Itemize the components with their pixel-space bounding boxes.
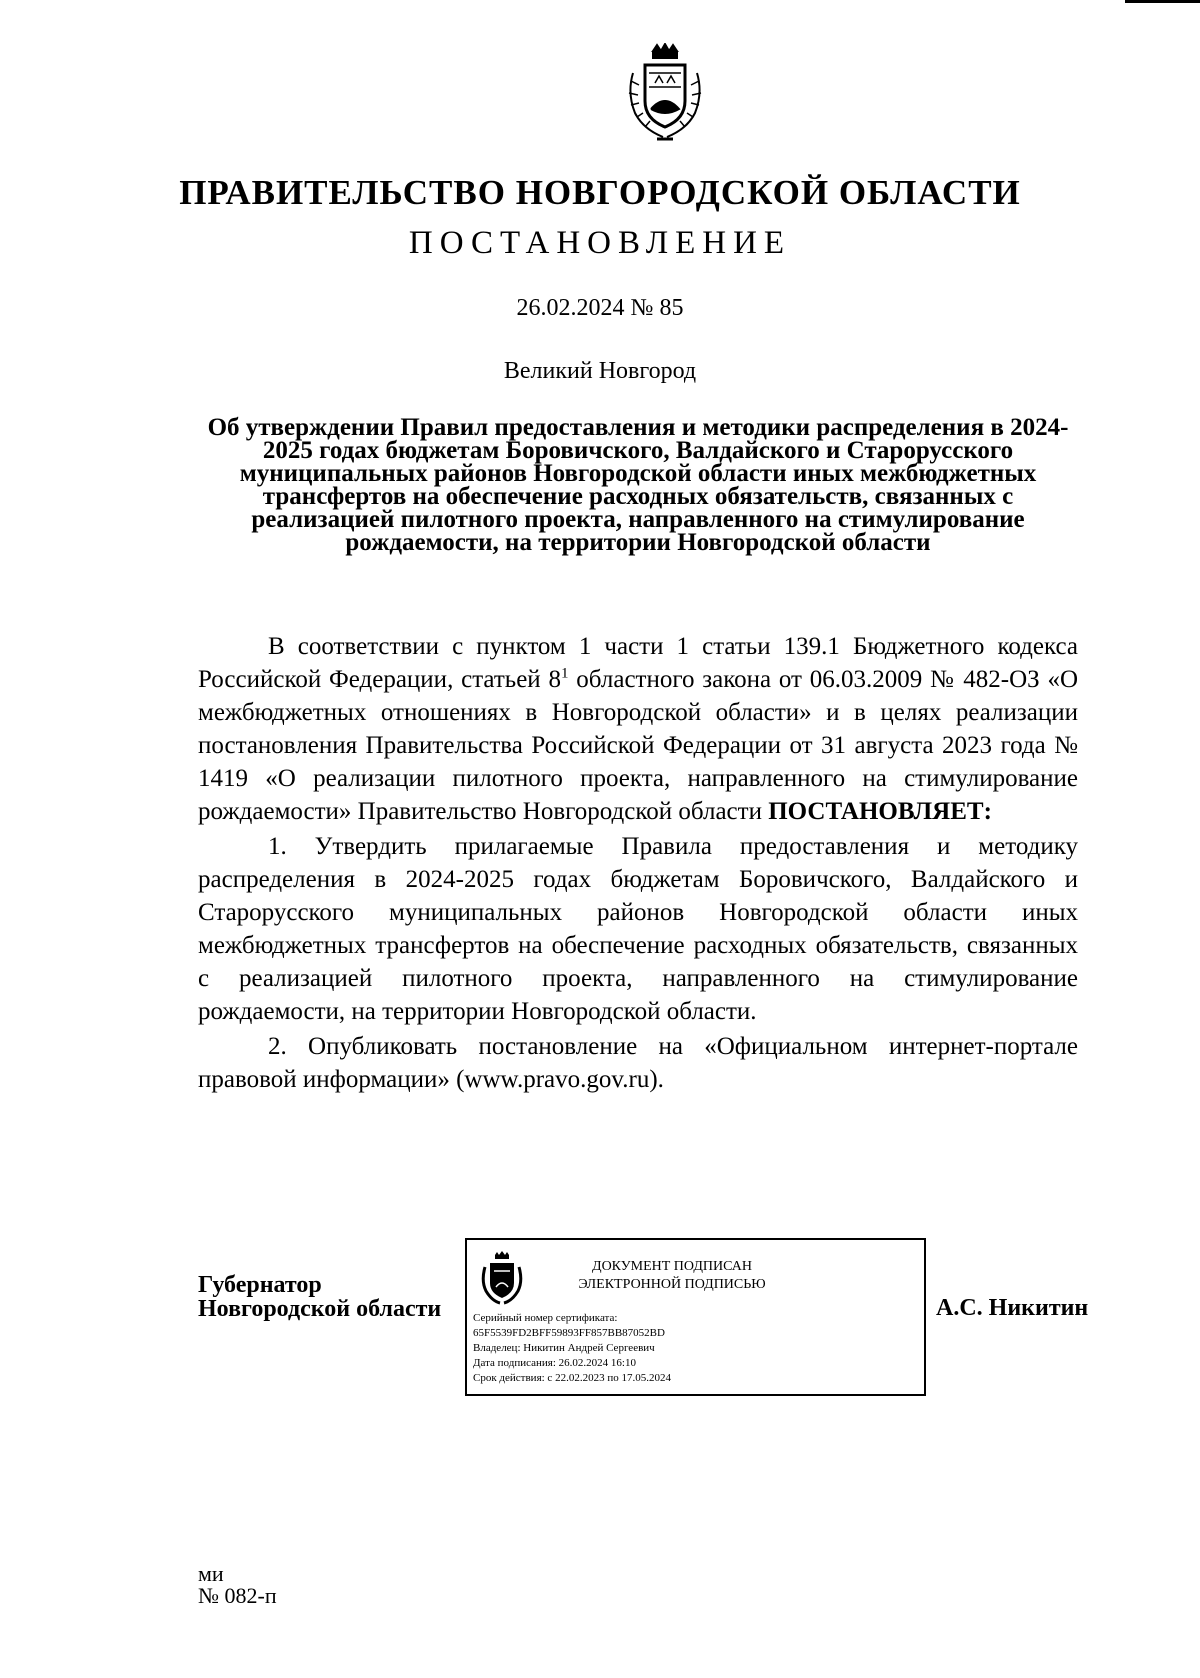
- executor-initials: ми: [198, 1561, 224, 1586]
- preamble-paragraph: [198, 630, 1078, 828]
- resolution-keyword: ПОСТАНОВЛЯЕТ:: [768, 798, 992, 825]
- document-city: Великий Новгород: [503, 358, 697, 384]
- stamp-heading-line-1: ДОКУМЕНТ ПОДПИСАН: [592, 1259, 752, 1274]
- signatory-position-line-1: Губернатор: [198, 1272, 322, 1298]
- item-1-paragraph: 1. Утвердить прилагаемые Правила предоставления и методику распределения в 2024-2025 годах бюджетам Боровичского, Валдайского и Старорусского муниципальных районов Новгородской области иных межбюджетных трансфертов на обеспечение расходных обязательств, связанных с реализацией пилотного проекта, направленного на стимулирование рождаемости, на территории Новгородской области.: [198, 833, 1078, 1025]
- coat-of-arms-icon: [623, 43, 707, 147]
- stamp-heading: [557, 1258, 787, 1294]
- preamble-text-continued: областного закона от 06.03.2009 № 482-ОЗ «О межбюджетных отношениях в Новгородской области» и в целях реализации постановления Правительства Российской Федерации от 31 августа 2023 года № 1419 «О реализации пилотного проекта, направленного на стимулирование рождаемости» Правительство Новгородской области: [198, 666, 1078, 825]
- document-code: № 082-п: [198, 1583, 277, 1608]
- certificate-serial: 65F5539FD2BFF59893FF857BB87052BD: [473, 1327, 665, 1339]
- scan-top-edge-line: [1125, 0, 1200, 3]
- document-body: [198, 630, 1078, 1096]
- authority-title: ПРАВИТЕЛЬСТВО НОВГОРОДСКОЙ ОБЛАСТИ: [179, 173, 1021, 212]
- electronic-signature-stamp: [465, 1238, 926, 1396]
- document-type: ПОСТАНОВЛЕНИЕ: [408, 225, 792, 261]
- certificate-owner: Владелец: Никитин Андрей Сергеевич: [473, 1342, 655, 1354]
- stamp-heading-line-2: ЭЛЕКТРОННОЙ ПОДПИСЬЮ: [578, 1277, 766, 1292]
- superscript-1: 1: [560, 665, 569, 682]
- stamp-details: [473, 1311, 671, 1386]
- signatory-position-line-2: Новгородской области: [198, 1296, 442, 1322]
- signatory-position: [198, 1273, 441, 1321]
- footer-reference: [198, 1563, 277, 1607]
- document-date-number: 26.02.2024 № 85: [516, 295, 684, 321]
- document-subject: Об утверждении Правил предоставления и методики распределения в 2024-2025 годах бюджетам Боровичского, Валдайского и Старорусского муниципальных районов Новгородской области иных межбюджетных трансфертов на обеспечение расходных обязательств, связанных с реализацией пилотного проекта, направленного на стимулирование рождаемости, на территории Новгородской области: [207, 414, 1069, 556]
- signing-date: Дата подписания: 26.02.2024 16:10: [473, 1357, 636, 1369]
- stamp-coat-of-arms-icon: [480, 1251, 524, 1307]
- certificate-validity: Срок действия: с 22.02.2023 по 17.05.2024: [473, 1372, 671, 1384]
- preamble-text: В соответствии с пунктом 1 части 1 статьи 139.1 Бюджетного кодекса Российской Федерации, статьей 8: [198, 633, 1078, 693]
- item-2-paragraph: 2. Опубликовать постановление на «Официальном интернет-портале правовой информации» (www.pravo.gov.ru).: [198, 1033, 1078, 1093]
- signatory-name: А.С. Никитин: [936, 1295, 1089, 1321]
- certificate-serial-label: Серийный номер сертификата:: [473, 1312, 618, 1324]
